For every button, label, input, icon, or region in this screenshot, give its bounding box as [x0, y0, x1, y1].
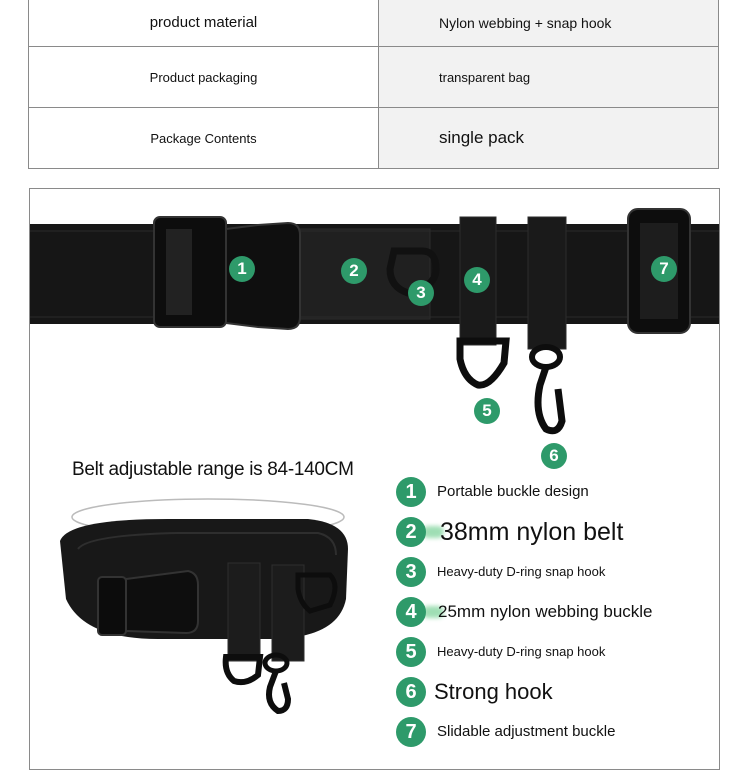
legend-number: 4	[396, 597, 426, 627]
spec-row-material	[29, 0, 719, 47]
spec-value: Nylon webbing + snap hook	[379, 0, 719, 47]
legend-label: 38mm nylon belt	[440, 518, 624, 546]
legend-number: 6	[396, 677, 426, 707]
legend-label: Heavy-duty D-ring snap hook	[437, 564, 606, 579]
legend-label: Slidable adjustment buckle	[437, 723, 616, 740]
spec-row-contents	[29, 108, 719, 169]
spec-value: single pack	[379, 108, 719, 169]
marker-7: 7	[651, 256, 677, 282]
legend-label: Heavy-duty D-ring snap hook	[437, 644, 606, 659]
legend-number: 5	[396, 637, 426, 667]
marker-4: 4	[464, 267, 490, 293]
product-diagram-panel	[29, 188, 720, 770]
spec-table	[28, 0, 719, 169]
spec-key: Package Contents	[29, 108, 379, 169]
spec-row-packaging	[29, 47, 719, 108]
spec-value: transparent bag	[379, 47, 719, 108]
marker-3: 3	[408, 280, 434, 306]
legend-label: 25mm nylon webbing buckle	[438, 602, 653, 621]
legend-number: 7	[396, 717, 426, 747]
spec-key: Product packaging	[29, 47, 379, 108]
belt-diagram-image	[30, 189, 719, 489]
legend-label: Strong hook	[434, 679, 553, 704]
marker-5: 5	[474, 398, 500, 424]
legend-number: 2	[396, 517, 426, 547]
range-caption: Belt adjustable range is 84-140CM	[72, 459, 354, 480]
legend-label: Portable buckle design	[437, 483, 589, 500]
legend-number: 1	[396, 477, 426, 507]
legend-number: 3	[396, 557, 426, 587]
marker-6: 6	[541, 443, 567, 469]
marker-1: 1	[229, 256, 255, 282]
marker-2: 2	[341, 258, 367, 284]
spec-key: product material	[29, 0, 379, 47]
belt-loop-image	[48, 489, 368, 729]
